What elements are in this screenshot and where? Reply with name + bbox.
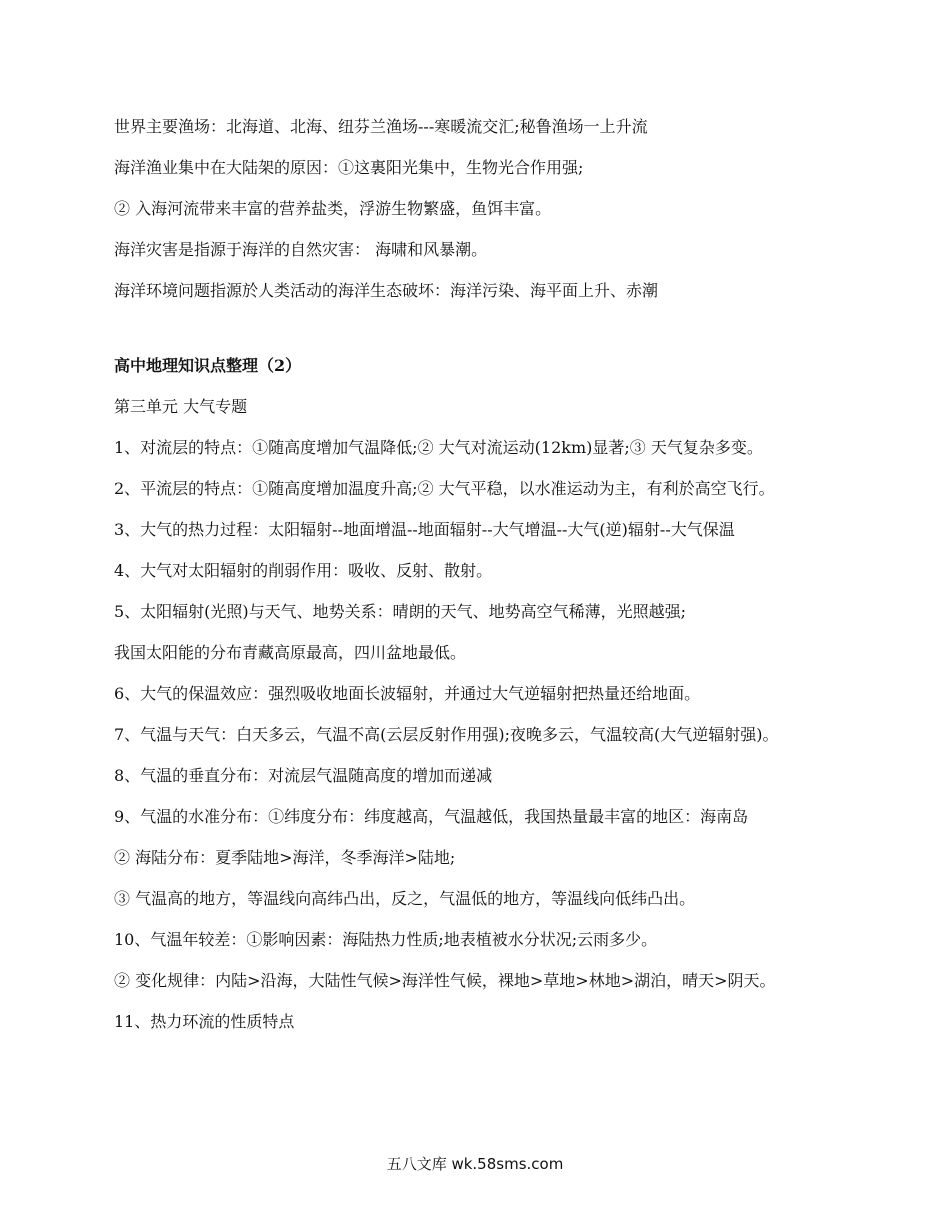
paragraph: 4、大气对太阳辐射的削弱作用：吸收、反射、散射。	[114, 561, 493, 580]
paragraph: 我国太阳能的分布青藏高原最高，四川盆地最低。	[114, 643, 467, 662]
section-spacer	[114, 319, 842, 345]
section-title: 高中地理知识点整理（2）	[114, 356, 302, 375]
paragraph: 11、热力环流的性质特点	[114, 1012, 295, 1031]
paragraph: 9、气温的水准分布：①纬度分布：纬度越高，气温越低，我国热量最丰富的地区：海南岛	[114, 807, 749, 826]
paragraph: 6、大气的保温效应：强烈吸收地面长波辐射，并通过大气逆辐射把热量还给地面。	[114, 684, 701, 703]
paragraph: ② 入海河流带来丰富的营养盐类，浮游生物繁盛，鱼饵丰富。	[114, 199, 552, 218]
footer-watermark: 五八文库 wk.58sms.com	[386, 1155, 564, 1173]
paragraph: ② 海陆分布：夏季陆地>海洋，冬季海洋>陆地;	[114, 848, 456, 867]
paragraph: 海洋渔业集中在大陆架的原因：①这裏阳光集中，生物光合作用强;	[114, 158, 584, 177]
paragraph: 海洋环境问题指源於人类活动的海洋生态破坏：海洋污染、海平面上升、赤潮	[114, 281, 659, 300]
paragraph: 世界主要渔场：北海道、北海、纽芬兰渔场---寒暖流交汇;秘鲁渔场一上升流	[114, 117, 648, 136]
document-body	[114, 114, 842, 1050]
paragraph: 5、太阳辐射(光照)与天气、地势关系：晴朗的天气、地势高空气稀薄，光照越强;	[114, 602, 687, 621]
paragraph: 2、平流层的特点：①随高度增加温度升高;② 大气平稳，以水准运动为主，有利於高空飞行。	[114, 479, 775, 498]
unit-heading: 第三单元 大气专题	[114, 397, 248, 416]
paragraph: ② 变化规律：内陆>沿海，大陆性气候>海洋性气候，裸地>草地>林地>湖泊，晴天>阴天。	[114, 971, 776, 990]
paragraph: 10、气温年较差：①影响因素：海陆热力性质;地表植被水分状况;云雨多少。	[114, 930, 658, 949]
paragraph: 海洋灾害是指源于海洋的自然灾害： 海啸和风暴潮。	[114, 240, 488, 259]
paragraph: 3、大气的热力过程：太阳辐射--地面增温--地面辐射--大气增温--大气(逆)辐射--大气保温	[114, 520, 735, 539]
paragraph: 1、对流层的特点：①随高度增加气温降低;② 大气对流运动(12km)显著;③ 天气复杂多变。	[114, 438, 763, 457]
paragraph: ③ 气温高的地方，等温线向高纬凸出，反之，气温低的地方，等温线向低纬凸出。	[114, 889, 696, 908]
paragraph: 7、气温与天气：白天多云，气温不高(云层反射作用强);夜晚多云，气温较高(大气逆辐射强)。	[114, 725, 779, 744]
paragraph: 8、气温的垂直分布：对流层气温随高度的增加而递减	[114, 766, 493, 785]
